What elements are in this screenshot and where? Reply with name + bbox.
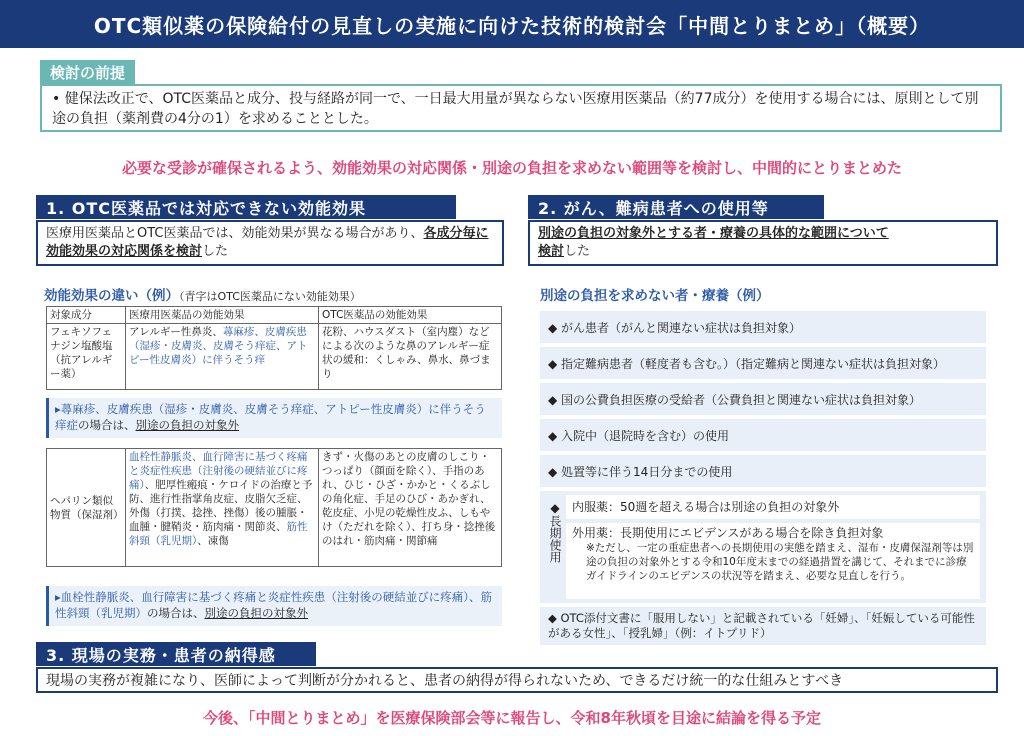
section1-intro-a: 医療用医薬品とOTC医薬品では、効能効果が異なる場合があり、	[46, 226, 424, 241]
exempt-item: ◆ がん患者（がんと関連ない症状は負担対象）	[540, 311, 986, 343]
page-title: OTC類似薬の保険給付の見直しの実施に向けた技術的検討会「中間とりまとめ」（概要）	[0, 0, 1024, 48]
ingredient-cell: フェキソフェナジン塩酸塩（抗アレルギー薬）	[47, 324, 126, 390]
section1-title: 1. OTC医薬品では対応できない効能効果	[36, 195, 456, 219]
section1-intro-b: 各成分毎に効能効果の対応関係を検討	[46, 226, 489, 259]
note1-blue: ▸蕁麻疹、皮膚疾患（湿疹・皮膚炎、皮膚そう痒症、アトピー性皮膚炎）に伴うそう痒症	[55, 402, 486, 432]
long-term-label: ◆長期使用	[548, 501, 562, 563]
exempt-item: ◆ 処置等に伴う14日分までの使用	[540, 455, 986, 487]
effect-table-2	[46, 448, 502, 567]
long-term-box	[540, 491, 986, 603]
rx-effect-blue: 蕁麻疹、皮膚疾患（湿疹・皮膚炎、皮膚そう痒症、アトピー性皮膚炎）に伴うそう痒	[129, 326, 308, 366]
note-1	[46, 398, 502, 438]
rx-effect-blue-2: 筋性斜頸（乳児期）	[129, 521, 308, 547]
col-header: 医療用医薬品の効能効果	[126, 307, 319, 324]
exempt-heading: 別途の負担を求めない者・療養（例）	[540, 288, 770, 304]
external-use: 外用薬：長期使用にエビデンスがある場合を除き負担対象	[572, 526, 884, 540]
section1-intro-c: した	[202, 244, 229, 259]
effect-diff-title: 効能効果の違い（例）	[44, 288, 179, 304]
rx-effect-black: 、肥厚性瘢痕・ケロイドの治療と予防、進行性指掌角皮症、皮脂欠乏症、外傷（打撲、捻挫、挫傷）後の腫脹・血腫・腱鞘炎・筋肉痛・関節炎、	[129, 479, 313, 533]
footer-line: 今後、「中間とりまとめ」を医療保険部会等に報告し、令和8年秋頃を目途に結論を得る予定	[203, 709, 821, 727]
premise-tab: 検討の前提	[40, 60, 135, 85]
exempt-item: ◆ 国の公費負担医療の受給者（公費負担と関連ない症状は負担対象）	[540, 383, 986, 415]
premise-box	[40, 84, 1002, 132]
ingredient-cell: ヘパリン類似物質（保湿剤）	[47, 449, 126, 567]
summary-line: 必要な受診が確保されるよう、効能効果の対応関係・別途の負担を求めない範囲等を検討し、中間的にとりまとめた	[121, 159, 902, 177]
rx-effect-cell	[126, 324, 319, 390]
internal-use: 内服薬：50週を超える場合は別途の負担の対象外	[566, 495, 980, 519]
note2-black: の場合は、	[147, 606, 205, 620]
section1-intro	[36, 220, 504, 266]
section3-title: 3. 現場の実務・患者の納得感	[36, 642, 316, 666]
rx-effect-blue: 血栓性静脈炎、血行障害に基づく疼痛と炎症性疾患（注射後の硬結並びに疼痛）	[129, 451, 308, 491]
rx-effect-black: アレルギー性鼻炎、	[129, 326, 223, 338]
effect-table-1	[46, 306, 502, 390]
section2-intro-b: 検討	[538, 244, 565, 259]
otc-effect-cell: きず・火傷のあとの皮膚のしこり・つっぱり（顔面を除く）、手指のあれ、ひじ・ひざ・かかと・くるぶしの角化症、手足のひび・あかぎれ、乾皮症、小児の乾燥性皮ふ、しもやけ（ただれを除く）、打ち身・捻挫後のはれ・筋肉痛・関節痛	[319, 449, 502, 567]
note1-ul: 別途の負担の対象外	[135, 418, 239, 432]
col-header: 対象成分	[47, 307, 126, 324]
effect-diff-heading	[44, 284, 504, 304]
rx-effect-black-2: 、凍傷	[197, 535, 229, 547]
exempt-item: ◆ OTC添付文書に「服用しない」と記載されている「妊婦」、「妊娠している可能性がある女性」、「授乳婦」（例：イトプリド）	[540, 607, 986, 645]
exempt-item: ◆ 指定難病患者（軽度者も含む。）（指定難病と関連ない症状は負担対象）	[540, 347, 986, 379]
section2-title: 2. がん、難病患者への使用等	[528, 195, 824, 219]
rx-effect-cell	[126, 449, 319, 567]
exempt-item: ◆ 入院中（退院時を含む）の使用	[540, 419, 986, 451]
note2-ul: 別途の負担の対象外	[204, 606, 308, 620]
section2-intro-ul: 別途の負担の対象外とする者・療養の具体的な範囲について	[538, 226, 889, 241]
premise-text: 健保法改正で、OTC医薬品と成分、投与経路が同一で、一日最大用量が異ならない医療用医薬品（約77成分）を使用する場合には、原則として別途の負担（薬剤費の4分の1）を求めることとした。	[52, 91, 979, 127]
external-use-box	[566, 523, 980, 599]
section3-text: 現場の実務が複雑になり、医師によって判断が分かれると、患者の納得が得られないため、できるだけ統一的な仕組みとすべき	[36, 667, 998, 693]
note2-blue: ▸血栓性静脈炎、血行障害に基づく疼痛と炎症性疾患（注射後の硬結並びに疼痛）、筋性斜頸（乳児期）	[55, 590, 493, 620]
effect-diff-note: （青字はOTC医薬品にない効能効果）	[179, 290, 361, 303]
col-header: OTC医薬品の効能効果	[319, 307, 502, 324]
otc-effect-cell: 花粉、ハウスダスト（室内塵）などによる次のような鼻のアレルギー症状の緩和：くしゃみ、鼻水、鼻づまり	[319, 324, 502, 390]
section2-intro-c: した	[564, 244, 591, 259]
external-footnote: ※ただし、一定の重症患者への長期使用の実態を踏まえ、湿布・皮膚保湿剤等は別途の負担の対象外とする令和10年度末までの経過措置を講じて、それまでに診療ガイドラインのエビデンスの状況等を踏まえ、必要な見直しを行う。	[586, 542, 974, 582]
note1-black: の場合は、	[78, 418, 136, 432]
note-2	[46, 586, 502, 626]
bullet: •	[52, 91, 61, 107]
section2-intro	[528, 220, 998, 266]
